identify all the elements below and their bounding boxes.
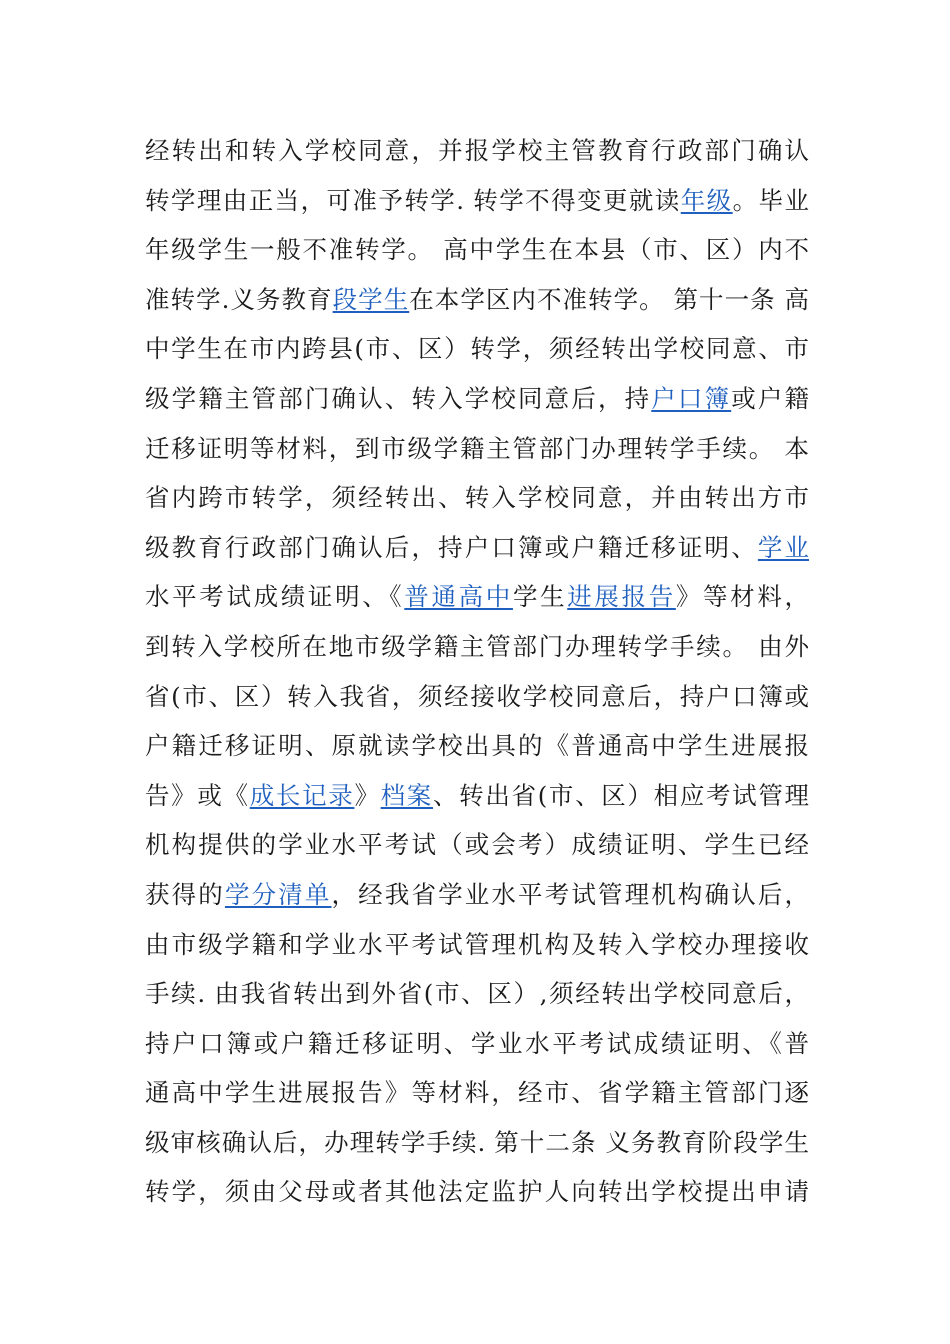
text-line (145, 622, 809, 672)
hyperlink[interactable]: 普通高中 (404, 582, 513, 612)
text-run: ，经我省学业水平考试管理机构确认后， (331, 879, 809, 909)
text-run: 、转出省(市、区）相应考试管理 (432, 780, 809, 810)
text-run: 省内跨市转学，须经转出、转入学校同意，并由转出方市 (145, 483, 809, 513)
text-line (145, 771, 809, 821)
text-run: 或户籍 (731, 383, 809, 413)
body-text (145, 126, 809, 1217)
text-run: 省(市、区）转入我省，须经接收学校同意后，持户口簿或 (145, 681, 809, 711)
text-line (145, 424, 809, 474)
text-line (145, 126, 809, 176)
text-line (145, 721, 809, 771)
text-run: 经转出和转入学校同意，并报学校主管教育行政部门确认 (145, 136, 809, 165)
hyperlink[interactable]: 户口簿 (651, 383, 732, 413)
text-run: 户籍迁移证明、原就读学校出具的《普通高中学生进展报 (145, 731, 809, 761)
text-line (145, 176, 809, 226)
text-run: 。毕业 (732, 185, 809, 215)
text-run: 获得的 (145, 879, 225, 909)
text-run: 由市级学籍和学业水平考试管理机构及转入学校办理接收 (145, 929, 809, 959)
text-run: 手续. 由我省转出到外省(市、区）,须经转出学校同意后， (145, 979, 809, 1009)
text-line (145, 1068, 809, 1118)
text-run: 级学籍主管部门确认、转入学校同意后，持 (145, 383, 652, 413)
text-run: 转学，须由父母或者其他法定监护人向转出学校提出申请 (145, 1177, 809, 1207)
text-line (145, 523, 809, 573)
text-line (145, 324, 809, 374)
text-run: 在本学区内不准转学。 第十一条 高 (409, 284, 809, 314)
text-run: 转学理由正当，可准予转学. 转学不得变更就读 (145, 185, 681, 215)
text-line (145, 672, 809, 722)
text-line (145, 225, 809, 275)
text-run: 》 (354, 780, 381, 810)
hyperlink[interactable]: 段学生 (332, 284, 410, 314)
text-line (145, 275, 809, 325)
text-run: 迁移证明等材料，到市级学籍主管部门办理转学手续。 本 (145, 433, 809, 463)
text-run: 级教育行政部门确认后，持户口簿或户籍迁移证明、 (145, 532, 758, 562)
text-line (145, 820, 809, 870)
text-run: 中学生在市内跨县(市、区）转学，须经转出学校同意、市 (145, 334, 809, 364)
text-run: 机构提供的学业水平考试（或会考）成绩证明、学生已经 (145, 830, 809, 860)
text-line (145, 374, 809, 424)
text-line (145, 572, 809, 622)
text-run: 告》或《 (145, 780, 250, 810)
text-line (145, 1019, 809, 1069)
text-run: 学生 (512, 582, 568, 612)
hyperlink[interactable]: 进展报告 (567, 582, 676, 612)
text-run: 年级学生一般不准转学。 高中学生在本县（市、区）内不 (145, 235, 809, 265)
text-run: 持户口簿或户籍迁移证明、学业水平考试成绩证明、《普 (145, 1028, 809, 1058)
text-line (145, 920, 809, 970)
text-run: 级审核确认后，办理转学手续. 第十二条 义务教育阶段学生 (145, 1127, 809, 1157)
text-line (145, 1167, 809, 1217)
hyperlink[interactable]: 成长记录 (249, 780, 355, 810)
hyperlink[interactable]: 档案 (380, 780, 433, 810)
text-run: 》等材料， (675, 582, 809, 612)
text-run: 水平考试成绩证明、《 (145, 582, 405, 612)
hyperlink[interactable]: 学业 (757, 532, 809, 562)
text-line (145, 473, 809, 523)
text-line (145, 1118, 809, 1168)
text-line (145, 870, 809, 920)
text-run: 到转入学校所在地市级学籍主管部门办理转学手续。 由外 (145, 631, 809, 661)
hyperlink[interactable]: 年级 (680, 185, 733, 215)
text-line (145, 969, 809, 1019)
text-run: 通高中学生进展报告》等材料，经市、省学籍主管部门逐 (145, 1078, 809, 1108)
text-run: 准转学.义务教育 (145, 284, 333, 314)
hyperlink[interactable]: 学分清单 (224, 879, 332, 909)
